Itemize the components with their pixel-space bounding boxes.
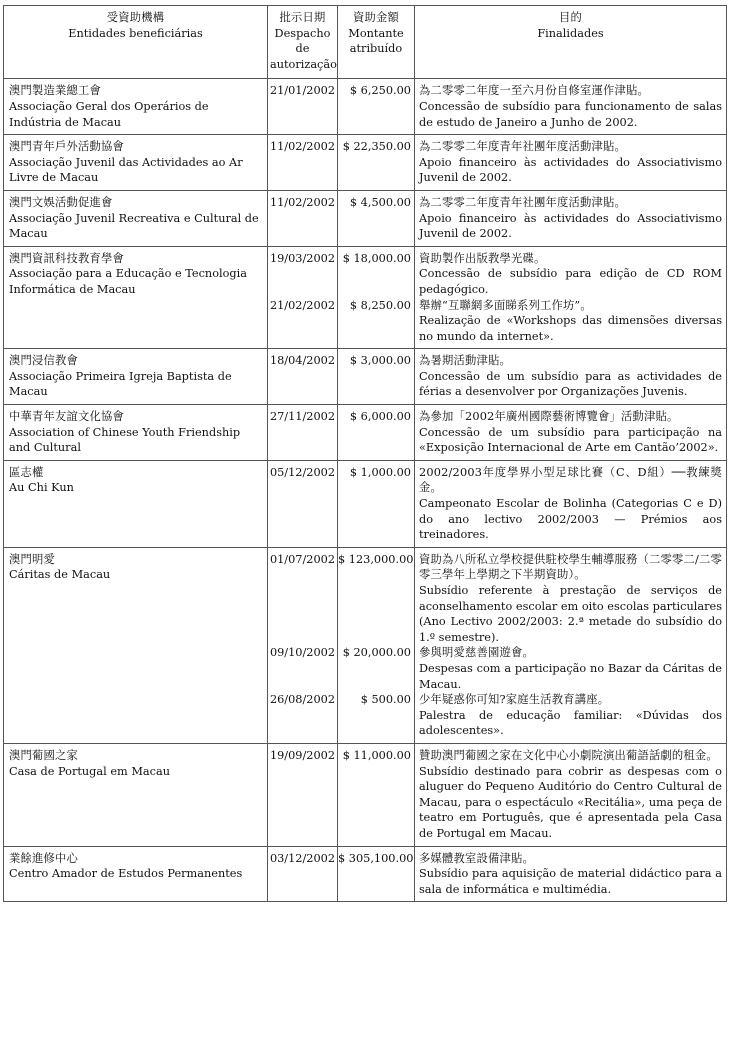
grant-date: 26/08/2002	[269, 693, 336, 707]
entity-name-zh: 區志權	[9, 465, 44, 479]
purpose-zh: 為參加「2002年廣州國際藝術博覽會」活動津貼。	[419, 410, 679, 424]
table-row	[4, 190, 727, 246]
purpose-block	[419, 83, 722, 130]
purpose-zh: 參與明愛慈善園遊會。	[419, 646, 534, 660]
grant-amount: $ 6,000.00	[349, 410, 411, 424]
purpose-zh: 2002/2003年度學界小型足球比賽（C、D組）──教練獎金。	[419, 465, 722, 495]
table-row	[4, 405, 727, 461]
entity-cell	[4, 79, 268, 135]
header-finalidades	[415, 6, 727, 79]
grant-date: 21/02/2002	[269, 298, 336, 312]
purpose-zh: 少年疑惑你可知?家庭生活教育講座。	[419, 693, 610, 707]
grant-amount: $ 22,350.00	[342, 140, 411, 154]
grant-date: 27/11/2002	[269, 410, 336, 424]
purpose-pt: Apoio financeiro às actividades do Associativismo Juvenil de 2002.	[419, 211, 722, 241]
amount-cell	[338, 190, 415, 246]
purpose-cell	[415, 79, 727, 135]
purpose-pt: Realização de «Workshops das dimensões diversas no mundo da internet».	[419, 314, 722, 343]
grant-amount: $ 500.00	[360, 693, 411, 707]
entity-cell	[4, 135, 268, 191]
entity-name-zh: 澳門製造業總工會	[9, 84, 101, 98]
purpose-pt: Apoio financeiro às actividades do Associativismo Juvenil de 2002.	[419, 155, 722, 185]
table-row	[4, 547, 727, 743]
header-montante	[338, 6, 415, 79]
purpose-cell	[415, 246, 727, 349]
purpose-zh: 資助為八所私立學校提供駐校學生輔導服務（二零零二/二零零三學年上學期之下半期資助）。	[419, 552, 722, 582]
purpose-pt: Despesas com a participação no Bazar da Cáritas de Macau.	[419, 661, 722, 691]
entity-cell	[4, 405, 268, 461]
purpose-block	[419, 409, 722, 456]
grant-date: 01/07/2002	[269, 552, 336, 566]
grant-date: 05/12/2002	[269, 465, 336, 479]
grant-date: 11/02/2002	[269, 140, 336, 154]
purpose-cell	[415, 846, 727, 902]
purpose-pt: Concessão de um subsídio para participação na «Exposição Internacional de Arte em Cantão’2002».	[419, 425, 722, 455]
purpose-cell	[415, 743, 727, 846]
amount-cell	[338, 846, 415, 902]
table-row	[4, 846, 727, 902]
date-cell	[268, 460, 338, 547]
grant-date: 09/10/2002	[269, 646, 336, 660]
entity-name-pt: Au Chi Kun	[9, 481, 74, 495]
purpose-zh: 多媒體教室設備津貼。	[419, 851, 534, 865]
amount-cell	[338, 547, 415, 743]
grant-amount: $ 123,000.00	[338, 552, 414, 566]
purpose-pt: Concessão de subsídio para funcionamento de salas de estudo de Janeiro a Junho de 2002.	[419, 99, 722, 129]
header-entidades-zh: 受資助機構	[106, 11, 165, 24]
header-montante-pt1: Montante	[348, 26, 404, 40]
grant-amount: $ 8,250.00	[349, 298, 411, 312]
purpose-cell	[415, 547, 727, 743]
date-cell	[268, 846, 338, 902]
grant-amount: $ 6,250.00	[349, 84, 411, 98]
grant-amount: $ 20,000.00	[342, 646, 411, 660]
purpose-block	[419, 748, 722, 842]
purpose-block	[419, 692, 722, 739]
grant-date: 18/04/2002	[269, 354, 336, 368]
header-entidades	[4, 6, 268, 79]
grant-date: 19/03/2002	[269, 251, 336, 265]
amount-cell	[338, 349, 415, 405]
purpose-block	[419, 552, 722, 646]
date-cell	[268, 190, 338, 246]
amount-cell	[338, 460, 415, 547]
grant-amount: $ 3,000.00	[349, 354, 411, 368]
amount-cell	[338, 743, 415, 846]
grant-amount: $ 11,000.00	[342, 748, 411, 762]
table-row	[4, 460, 727, 547]
purpose-cell	[415, 460, 727, 547]
header-montante-pt2: atribuído	[349, 42, 403, 56]
purpose-zh: 為二零零二年度一至六月份自修室運作津貼。	[419, 84, 649, 98]
header-finalidades-pt: Finalidades	[537, 26, 604, 40]
header-montante-zh: 資助金額	[353, 11, 399, 24]
entity-cell	[4, 246, 268, 349]
header-despacho-zh: 批示日期	[279, 11, 326, 24]
purpose-block	[419, 195, 722, 242]
entity-name-pt: Associação Juvenil Recreativa e Cultural de Macau	[9, 211, 259, 241]
purpose-block	[419, 465, 722, 543]
entity-name-pt: Associação Juvenil das Actividades ao Ar Livre de Macau	[9, 155, 243, 185]
purpose-block	[419, 353, 722, 400]
header-despacho	[268, 6, 338, 79]
grant-date: 11/02/2002	[269, 195, 336, 209]
amount-cell	[338, 135, 415, 191]
entity-name-zh: 澳門浸信教會	[9, 354, 78, 368]
purpose-pt: Concessão de um subsídio para as actividades de férias a desenvolver por Organizações Juvenis.	[419, 369, 722, 399]
entity-name-zh: 澳門青年戶外活動協會	[9, 140, 124, 154]
entity-name-zh: 中華青年友誼文化協會	[9, 410, 124, 424]
date-cell	[268, 547, 338, 743]
grant-amount: $ 4,500.00	[349, 195, 411, 209]
entity-cell	[4, 743, 268, 846]
table-header	[4, 6, 727, 79]
purpose-cell	[415, 190, 727, 246]
purpose-zh: 贊助澳門葡國之家在文化中心小劇院演出葡語話劇的租金。	[419, 748, 718, 762]
entity-name-zh: 澳門葡國之家	[9, 748, 78, 762]
entity-name-zh: 業餘進修中心	[9, 851, 78, 865]
purpose-zh: 舉辦“互聯網多面睇系列工作坊”。	[419, 298, 592, 312]
header-despacho-pt1: Despacho de	[274, 26, 331, 56]
grant-amount: $ 18,000.00	[342, 251, 411, 265]
date-cell	[268, 246, 338, 349]
purpose-zh: 資助製作出版教學光碟。	[419, 251, 546, 265]
purpose-pt: Subsídio para aquisição de material didáctico para a sala de informática e multimédia.	[419, 867, 722, 896]
table-row	[4, 135, 727, 191]
table-body	[4, 79, 727, 902]
purpose-cell	[415, 135, 727, 191]
purpose-pt: Subsídio destinado para cobrir as despesas com o aluguer do Pequeno Auditório do Centro Cultural de Macau, para o espectáculo «Recitália», uma peça de teatro em Português, que é apresentada pela Casa de Portugal em Macau.	[419, 764, 722, 840]
entity-name-pt: Centro Amador de Estudos Permanentes	[9, 867, 243, 881]
purpose-pt: Subsídio referente à prestação de serviços de aconselhamento escolar em oito escolas particulares (Ano Lectivo 2002/2003: 2.ª metade do subsídio do 1.º semestre).	[419, 584, 722, 644]
date-cell	[268, 405, 338, 461]
date-cell	[268, 349, 338, 405]
table-row	[4, 79, 727, 135]
grant-amount: $ 305,100.00	[338, 851, 414, 865]
grant-date: 19/09/2002	[269, 748, 336, 762]
purpose-block	[419, 251, 722, 298]
purpose-block	[419, 139, 722, 186]
entity-name-zh: 澳門明愛	[9, 552, 55, 566]
amount-cell	[338, 405, 415, 461]
entity-name-pt: Casa de Portugal em Macau	[9, 764, 170, 778]
entity-name-pt: Associação Geral dos Operários de Indústria de Macau	[9, 99, 209, 129]
grant-amount: $ 1,000.00	[349, 465, 411, 479]
purpose-pt: Concessão de subsídio para edição de CD ROM pedagógico.	[419, 267, 722, 296]
table-row	[4, 743, 727, 846]
entity-cell	[4, 547, 268, 743]
purpose-pt: Palestra de educação familiar: «Dúvidas dos adolescentes».	[419, 708, 722, 738]
entity-name-pt: Association of Chinese Youth Friendship and Cultural	[9, 425, 241, 455]
table-row	[4, 246, 727, 349]
date-cell	[268, 79, 338, 135]
entity-cell	[4, 460, 268, 547]
header-despacho-pt2: autorização	[270, 57, 337, 71]
entity-name-pt: Associação para a Educação e Tecnologia Informática de Macau	[9, 267, 247, 296]
entity-name-zh: 澳門資訊科技教育學會	[9, 251, 124, 265]
table-row	[4, 349, 727, 405]
purpose-cell	[415, 349, 727, 405]
purpose-cell	[415, 405, 727, 461]
entity-cell	[4, 190, 268, 246]
amount-cell	[338, 246, 415, 349]
purpose-block	[419, 851, 722, 898]
purpose-block	[419, 645, 722, 692]
entity-cell	[4, 349, 268, 405]
date-cell	[268, 743, 338, 846]
date-cell	[268, 135, 338, 191]
entity-name-pt: Associação Primeira Igreja Baptista de Macau	[9, 369, 232, 399]
entity-cell	[4, 846, 268, 902]
header-finalidades-zh: 目的	[559, 11, 582, 24]
purpose-pt: Campeonato Escolar de Bolinha (Categorias C e D) do ano lectivo 2002/2003 — Prémios aos treinadores.	[419, 497, 722, 542]
amount-cell	[338, 79, 415, 135]
subsidy-table	[3, 5, 727, 902]
grant-date: 21/01/2002	[269, 84, 336, 98]
grant-date: 03/12/2002	[269, 851, 336, 865]
purpose-block	[419, 298, 722, 345]
purpose-zh: 為二零零二年度青年社團年度活動津貼。	[419, 195, 626, 209]
header-entidades-pt: Entidades beneficiárias	[68, 26, 203, 40]
purpose-zh: 為暑期活動津貼。	[419, 354, 511, 368]
entity-name-zh: 澳門文娛活動促進會	[9, 195, 113, 209]
entity-name-pt: Cáritas de Macau	[9, 568, 111, 582]
purpose-zh: 為二零零二年度青年社團年度活動津貼。	[419, 140, 626, 154]
